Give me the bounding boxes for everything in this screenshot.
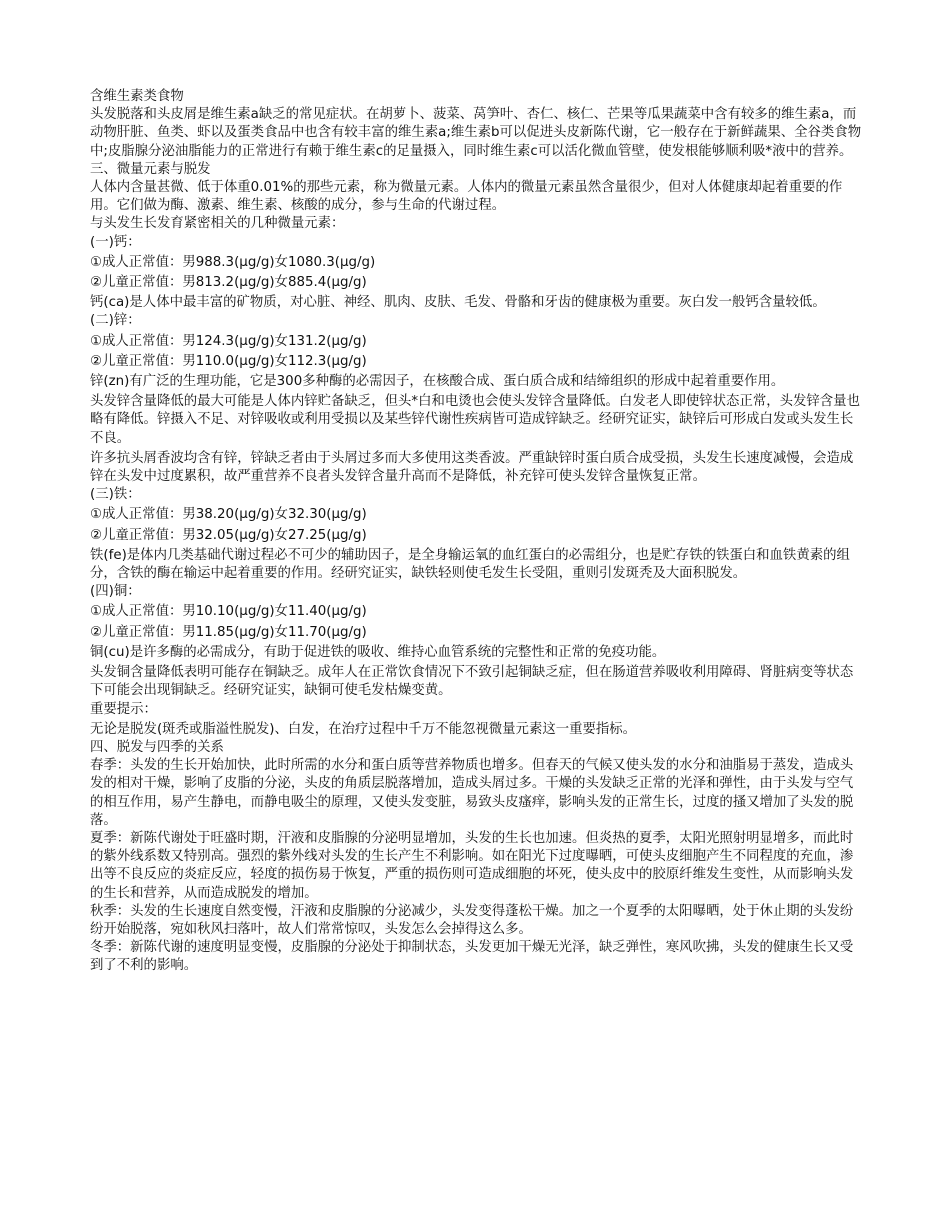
paragraph: 冬季：新陈代谢的速度明显变慢，皮脂腺的分泌处于抑制状态，头发更加干燥无光泽，缺乏弹性，寒风吹拂，头发的健康生长又受到了不利的影响。 <box>90 940 854 974</box>
paragraph: 人体内含量甚微、低于体重0.01%的那些元素，称为微量元素。人体内的微量元素虽然含量很少，但对人体健康却起着重要的作用。它们做为酶、激素、维生素、核酸的成分，参与生命的代谢过程。 <box>90 180 843 214</box>
paragraph: 铜(cu)是许多酶的必需成分，有助于促进铁的吸收、维持心血管系统的完整性和正常的免疫功能。 <box>90 644 666 660</box>
subsection-heading: (四)铜： <box>90 584 141 600</box>
paragraph: 头发锌含量降低的最大可能是人体内锌贮备缺乏，但头*白和电烫也会使头发锌含量降低。白发老人即使锌状态正常，头发锌含量也略有降低。锌摄入不足、对锌吸收或利用受损以及某些锌代谢性疾病皆可造成锌缺乏。经研究证实，缺锌后可形成白发或头发生长不良。 <box>90 394 860 446</box>
section-heading: 三、微量元素与脱发 <box>90 161 211 177</box>
paragraph: 锌(zn)有广泛的生理功能，它是300多种酶的必需因子，在核酸合成、蛋白质合成和结缔组织的形成中起着重要作用。 <box>90 374 785 390</box>
reference-value: ②儿童正常值：男11.85(μg/g)女11.70(μg/g) <box>90 624 367 640</box>
reference-value: ②儿童正常值：男110.0(μg/g)女112.3(μg/g) <box>90 353 367 369</box>
paragraph: 钙(ca)是人体中最丰富的矿物质，对心脏、神经、肌肉、皮肤、毛发、骨骼和牙齿的健康极为重要。灰白发一般钙含量较低。 <box>90 295 826 311</box>
subsection-heading: (一)钙： <box>90 234 141 250</box>
document-body <box>90 88 862 976</box>
subsection-heading: (三)铁： <box>90 487 141 503</box>
paragraph: 含维生素类食物 <box>90 89 184 104</box>
reference-value: ②儿童正常值：男813.2(μg/g)女885.4(μg/g) <box>90 275 367 291</box>
reference-value: ①成人正常值：男124.3(μg/g)女131.2(μg/g) <box>90 333 367 349</box>
subsection-heading: (二)锌： <box>90 313 141 329</box>
paragraph: 头发脱落和头皮屑是维生素a缺乏的常见症状。在胡萝卜、菠菜、莴笋叶、杏仁、核仁、芒果等瓜果蔬菜中含有较多的维生素a，而动物肝脏、鱼类、虾以及蛋类食品中也含有较丰富的维生素a;维生素b可以促进头皮新陈代谢，它一般存在于新鲜蔬果、全谷类食物中;皮脂腺分泌油脂能力的正常进行有赖于维生素c的足量摄入，同时维生素c可以活化微血管壁，使发根能够顺利吸*液中的营养。 <box>90 107 862 159</box>
paragraph: 夏季：新陈代谢处于旺盛时期，汗液和皮脂腺的分泌明显增加，头发的生长也加速。但炎热的夏季，太阳光照射明显增多，而此时的紫外线系数又特别高。强烈的紫外线对头发的生长产生不利影响。如在阳光下过度曝晒，可使头皮细胞产生不同程度的充血，渗出等不良反应的炎症反应，轻度的损伤易于恢复，严重的损伤则可造成细胞的坏死，使头皮中的胶原纤维发生变性，从而影响头发的生长和营养，从而造成脱发的增加。 <box>90 830 854 901</box>
paragraph: 与头发生长发育紧密相关的几种微量元素： <box>90 216 345 232</box>
section-heading: 四、脱发与四季的关系 <box>90 739 224 755</box>
paragraph: 铁(fe)是体内几类基础代谢过程必不可少的辅助因子，是全身输运氧的血红蛋白的必需组分，也是贮存铁的铁蛋白和血铁黄素的组分，含铁的酶在输运中起着重要的作用。经研究证实，缺铁轻则使毛发生长受阻，重则引发斑秃及大面积脱发。 <box>90 547 850 582</box>
reference-value: ①成人正常值：男988.3(μg/g)女1080.3(μg/g) <box>90 254 376 270</box>
reference-value: ②儿童正常值：男32.05(μg/g)女27.25(μg/g) <box>90 527 367 543</box>
paragraph: 春季：头发的生长开始加快，此时所需的水分和蛋白质等营养物质也增多。但春天的气候又使头发的水分和油脂易于蒸发，造成头发的相对干燥，影响了皮脂的分泌，头皮的角质层脱落增加，造成头屑过多。干燥的头发缺乏正常的光泽和弹性，由于头发与空气的相互作用，易产生静电，而静电吸尘的原理，又使头发变脏，易致头皮瘙痒，影响头发的正常生长，过度的搔又增加了头发的脱落。 <box>90 758 854 828</box>
paragraph: 头发铜含量降低表明可能存在铜缺乏。成年人在正常饮食情况下不致引起铜缺乏症，但在肠道营养吸收利用障碍、肾脏病变等状态下可能会出现铜缺乏。经研究证实，缺铜可使毛发枯燥变黄。 <box>90 665 854 699</box>
paragraph: 无论是脱发(斑秃或脂溢性脱发)、白发，在治疗过程中千万不能忽视微量元素这一重要指标。 <box>90 721 637 737</box>
paragraph: 许多抗头屑香波均含有锌，锌缺乏者由于头屑过多而大多使用这类香波。严重缺锌时蛋白质合成受损，头发生长速度减慢，会造成锌在头发中过度累积，故严重营养不良者头发锌含量升高而不是降低，补充锌可使头发锌含量恢复正常。 <box>90 450 854 485</box>
note-heading: 重要提示： <box>90 701 157 717</box>
reference-value: ①成人正常值：男10.10(μg/g)女11.40(μg/g) <box>90 604 367 620</box>
paragraph: 秋季：头发的生长速度自然变慢，汗液和皮脂腺的分泌减少，头发变得蓬松干燥。加之一个夏季的太阳曝晒，处于休止期的头发纷纷开始脱落，宛如秋风扫落叶，故人们常常惊叹，头发怎么会掉得这么多。 <box>90 903 854 937</box>
reference-value: ①成人正常值：男38.20(μg/g)女32.30(μg/g) <box>90 507 367 523</box>
